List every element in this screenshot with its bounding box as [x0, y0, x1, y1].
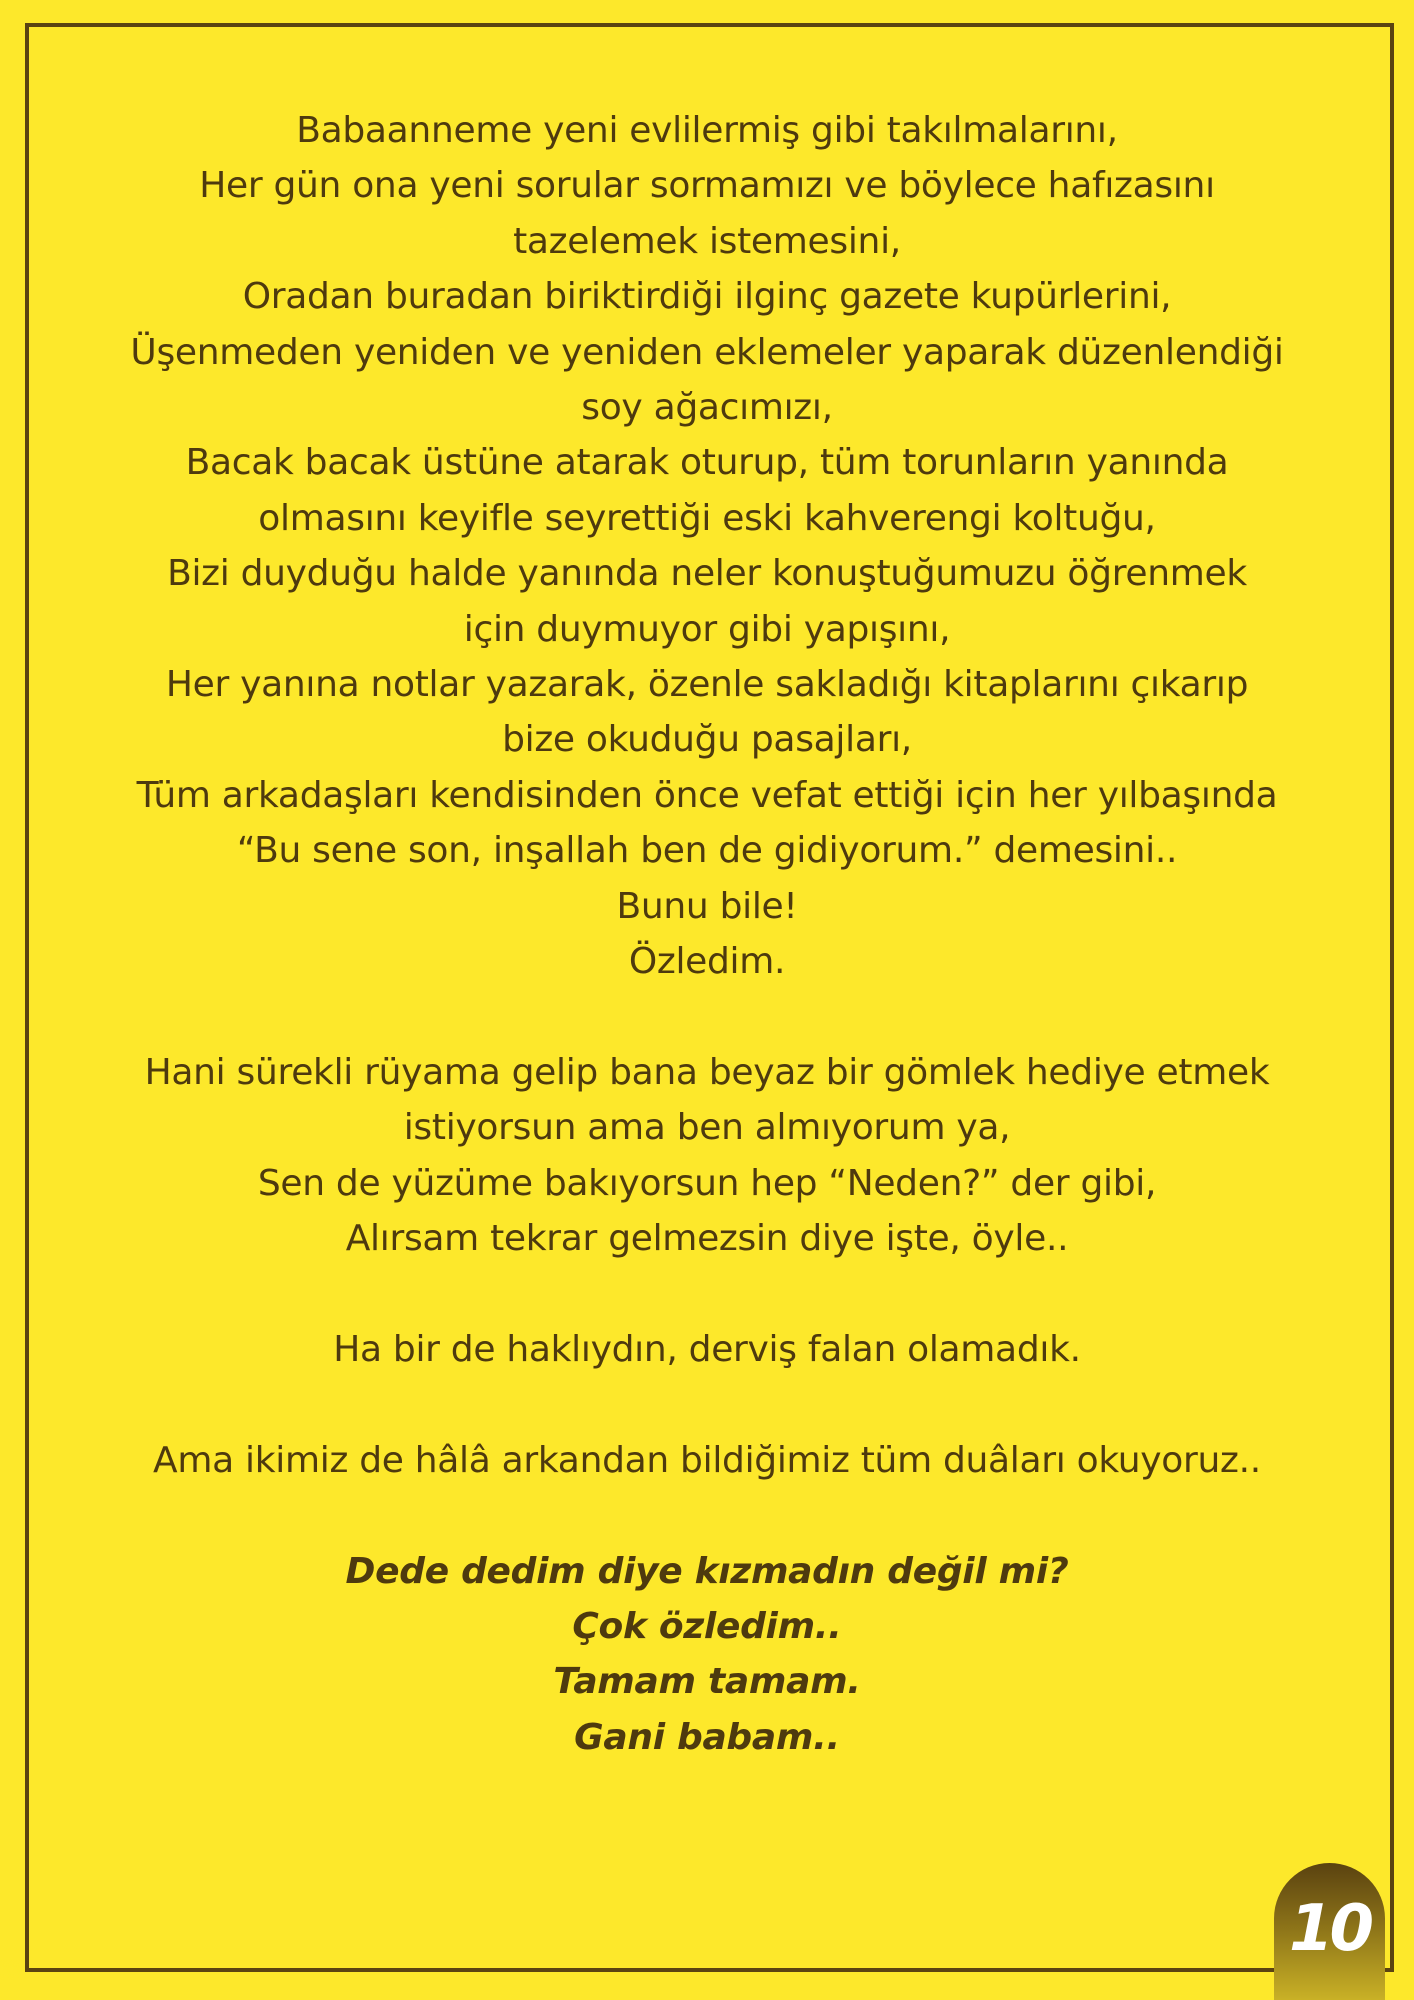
poem-line: Babaanneme yeni evlilermiş gibi takılmalarını, [296, 110, 1118, 151]
poem-line: Bizi duyduğu halde yanında neler konuştuğumuzu öğrenmek [167, 553, 1247, 595]
poem-line: Bacak bacak üstüne atarak oturup, tüm torunların yanında [185, 442, 1229, 484]
poem-line: Oradan buradan biriktirdiği ilginç gazete kupürlerini, [242, 276, 1172, 318]
poem-line: soy ağacımızı, [581, 387, 833, 429]
poem-line: “Bu sene son, inşallah ben de gidiyorum.” demesini.. [236, 830, 1178, 872]
poem-line: için duymuyor gibi yapışını, [463, 608, 951, 650]
poem-line: tazelemek istemesini, [513, 220, 901, 262]
poem-line: olmasını keyifle seyrettiği eski kahverengi koltuğu, [258, 497, 1156, 539]
poem-line: Tüm arkadaşları kendisinden önce vefat ettiği için her yılbaşında [136, 774, 1278, 816]
closing-line: Çok özledim.. [572, 1605, 842, 1647]
poem-line: Her gün ona yeni sorular sormamızı ve böylece hafızasını [199, 165, 1215, 207]
poem-line: Sen de yüzüme bakıyorsun hep “Neden?” der gibi, [257, 1162, 1157, 1204]
closing-line: Dede dedim diye kızmadın değil mi? [345, 1550, 1069, 1592]
page-number-badge [1274, 1863, 1385, 2000]
closing-line: Gani babam.. [574, 1716, 840, 1758]
poem-line: bize okuduğu pasajları, [502, 719, 912, 761]
poem-line: istiyorsun ama ben almıyorum ya, [403, 1107, 1011, 1149]
poem-line: Bunu bile! [616, 885, 798, 927]
closing-line: Tamam tamam. [553, 1661, 861, 1703]
poem-body [30, 103, 1384, 1765]
poem-line: Ama ikimiz de hâlâ arkandan bildiğimiz tüm duâları okuyoruz.. [153, 1439, 1261, 1481]
poem-line: Alırsam tekrar gelmezsin diye işte, öyle.. [345, 1218, 1069, 1260]
stanza-break [30, 1377, 1384, 1432]
stanza-break [30, 1267, 1384, 1322]
page-number: 10 [1288, 1892, 1371, 1966]
poem-line: Özledim. [628, 941, 786, 983]
stanza-break [30, 990, 1384, 1045]
stanza-break [30, 1488, 1384, 1543]
poem-line: Ha bir de haklıydın, derviş falan olamadık. [333, 1328, 1081, 1370]
poem-line: Her yanına notlar yazarak, özenle sakladığı kitaplarını çıkarıp [165, 664, 1249, 706]
poem-line: Üşenmeden yeniden ve yeniden eklemeler yaparak düzenlendiği [130, 331, 1284, 373]
poem-line: Hani sürekli rüyama gelip bana beyaz bir gömlek hediye etmek [144, 1051, 1270, 1093]
